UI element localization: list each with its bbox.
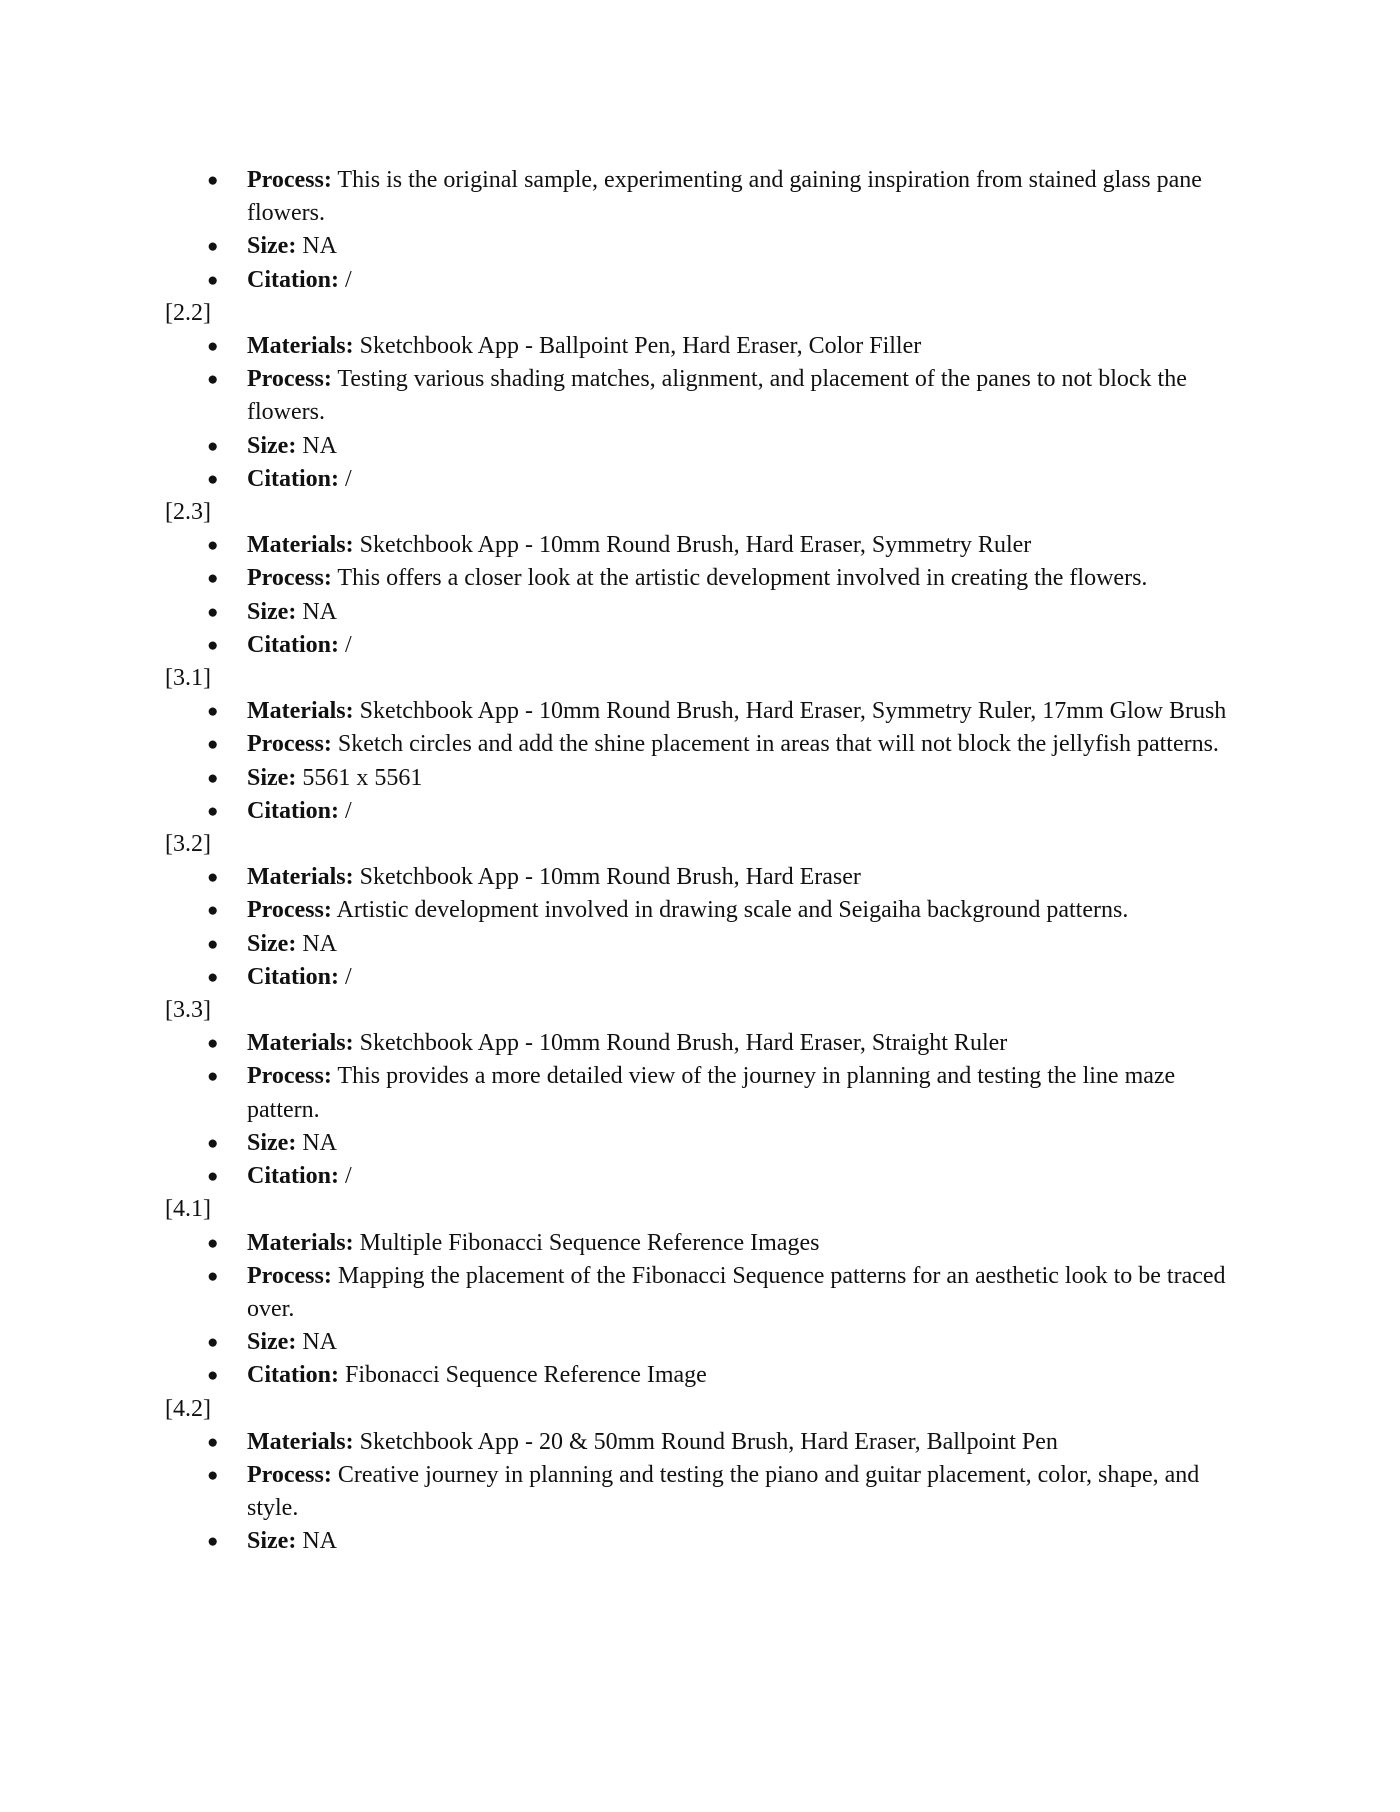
section-label: [3.1] bbox=[165, 665, 211, 692]
item-key: Citation: bbox=[247, 1163, 339, 1190]
item-key: Size: bbox=[247, 432, 297, 459]
section-label: [4.2] bbox=[165, 1395, 211, 1422]
item-value: / bbox=[339, 963, 352, 990]
item-key: Materials: bbox=[247, 532, 354, 559]
item-key: Materials: bbox=[247, 1229, 354, 1256]
item-value: Multiple Fibonacci Sequence Reference Images bbox=[353, 1229, 820, 1256]
bullet-icon: ● bbox=[207, 170, 219, 191]
item-value: NA bbox=[296, 1528, 337, 1555]
item-value: NA bbox=[296, 432, 337, 459]
list-item bbox=[207, 695, 1245, 728]
section-label: [3.3] bbox=[165, 997, 211, 1024]
bullet-icon: ● bbox=[207, 701, 219, 723]
item-list bbox=[165, 1426, 1245, 1559]
item-key: Process: bbox=[247, 167, 332, 193]
item-list bbox=[165, 529, 1245, 662]
item-value: Sketchbook App - 10mm Round Brush, Hard Eraser bbox=[353, 864, 861, 891]
list-item bbox=[207, 1027, 1245, 1060]
list-item bbox=[207, 596, 1245, 629]
list-item bbox=[207, 961, 1245, 994]
bullet-icon: ● bbox=[207, 369, 219, 391]
item-key: Citation: bbox=[247, 1362, 339, 1389]
item-value: / bbox=[339, 1163, 352, 1190]
list-item bbox=[207, 430, 1245, 463]
item-value: Creative journey in planning and testing the piano and guitar placement, color, shape, and style. bbox=[247, 1461, 1200, 1522]
item-list bbox=[165, 330, 1245, 496]
list-item bbox=[207, 728, 1245, 761]
item-key: Process: bbox=[247, 565, 332, 592]
item-value: This provides a more detailed view of the journey in planning and testing the line maze pattern. bbox=[247, 1063, 1176, 1123]
bullet-icon: ● bbox=[207, 1166, 219, 1188]
bullet-icon: ● bbox=[207, 1531, 219, 1553]
bullet-icon: ● bbox=[207, 966, 219, 988]
item-key: Materials: bbox=[247, 1030, 354, 1057]
item-key: Citation: bbox=[247, 266, 339, 293]
bullet-icon: ● bbox=[207, 269, 219, 291]
item-key: Materials: bbox=[247, 1428, 354, 1455]
item-value: / bbox=[339, 631, 352, 658]
list-item bbox=[207, 1127, 1245, 1160]
bullet-icon: ● bbox=[207, 734, 219, 756]
bullet-icon: ● bbox=[207, 601, 219, 623]
list-item bbox=[207, 762, 1245, 795]
section-label: [4.1] bbox=[165, 1196, 211, 1223]
list-item bbox=[207, 164, 1245, 230]
list-item bbox=[207, 1459, 1245, 1525]
bullet-icon: ● bbox=[207, 568, 219, 590]
item-key: Size: bbox=[247, 1129, 297, 1156]
item-key: Process: bbox=[247, 1461, 332, 1488]
bullet-icon: ● bbox=[207, 867, 219, 889]
item-key: Materials: bbox=[247, 698, 354, 725]
item-value: NA bbox=[296, 930, 337, 957]
item-list bbox=[165, 164, 1245, 297]
item-key: Process: bbox=[247, 1063, 332, 1090]
section-label: [3.2] bbox=[165, 831, 211, 858]
list-item bbox=[207, 928, 1245, 961]
list-item bbox=[207, 463, 1245, 496]
bullet-icon: ● bbox=[207, 468, 219, 490]
item-value: 5561 x 5561 bbox=[296, 764, 423, 791]
item-key: Size: bbox=[247, 930, 297, 957]
item-value: / bbox=[339, 797, 352, 824]
item-value: Sketchbook App - 10mm Round Brush, Hard Eraser, Symmetry Ruler, 17mm Glow Brush bbox=[353, 698, 1227, 725]
bullet-icon: ● bbox=[207, 1431, 219, 1453]
item-key: Citation: bbox=[247, 963, 339, 990]
list-item bbox=[207, 629, 1245, 662]
item-value: Mapping the placement of the Fibonacci Sequence patterns for an aesthetic look to be traced over. bbox=[247, 1262, 1226, 1322]
item-value: This offers a closer look at the artistic development involved in creating the flowers. bbox=[331, 565, 1148, 592]
item-value: Testing various shading matches, alignment, and placement of the panes to not block the flowers. bbox=[247, 366, 1187, 426]
list-item bbox=[207, 1260, 1245, 1326]
item-key: Process: bbox=[247, 731, 332, 758]
bullet-icon: ● bbox=[207, 767, 219, 789]
item-key: Process: bbox=[247, 897, 332, 924]
item-value: Sketch circles and add the shine placement in areas that will not block the jellyfish patterns. bbox=[331, 731, 1219, 758]
item-value: Sketchbook App - 10mm Round Brush, Hard Eraser, Symmetry Ruler bbox=[353, 532, 1032, 559]
item-value: / bbox=[339, 266, 352, 293]
document-body bbox=[165, 164, 1245, 1559]
list-item bbox=[207, 1227, 1245, 1260]
bullet-icon: ● bbox=[207, 535, 219, 557]
bullet-icon: ● bbox=[207, 900, 219, 922]
bullet-icon: ● bbox=[207, 1132, 219, 1154]
item-key: Citation: bbox=[247, 631, 339, 658]
item-value: Artistic development involved in drawing scale and Seigaiha background patterns. bbox=[331, 897, 1129, 924]
item-key: Size: bbox=[247, 1528, 297, 1555]
item-key: Materials: bbox=[247, 864, 354, 891]
bullet-icon: ● bbox=[207, 236, 219, 258]
item-key: Citation: bbox=[247, 797, 339, 824]
item-value: NA bbox=[296, 1329, 337, 1356]
list-item bbox=[207, 562, 1245, 595]
item-list bbox=[165, 1027, 1245, 1193]
list-item bbox=[207, 1060, 1245, 1126]
item-value: Sketchbook App - Ballpoint Pen, Hard Eraser, Color Filler bbox=[353, 333, 922, 360]
bullet-icon: ● bbox=[207, 1232, 219, 1254]
item-value: NA bbox=[296, 598, 337, 625]
bullet-icon: ● bbox=[207, 1365, 219, 1387]
list-item bbox=[207, 529, 1245, 562]
bullet-icon: ● bbox=[207, 435, 219, 457]
bullet-icon: ● bbox=[207, 336, 219, 358]
list-item bbox=[207, 1525, 1245, 1558]
list-item bbox=[207, 330, 1245, 363]
bullet-icon: ● bbox=[207, 634, 219, 656]
list-item bbox=[207, 230, 1245, 263]
bullet-icon: ● bbox=[207, 1265, 219, 1287]
bullet-icon: ● bbox=[207, 1033, 219, 1055]
list-item bbox=[207, 1326, 1245, 1359]
bullet-icon: ● bbox=[207, 1464, 219, 1486]
item-value: Sketchbook App - 20 & 50mm Round Brush, Hard Eraser, Ballpoint Pen bbox=[353, 1428, 1058, 1455]
bullet-icon: ● bbox=[207, 1332, 219, 1354]
list-item bbox=[207, 795, 1245, 828]
sections-container bbox=[165, 297, 1245, 1559]
item-value: / bbox=[339, 465, 352, 492]
item-key: Size: bbox=[247, 598, 297, 625]
list-item bbox=[207, 861, 1245, 894]
item-key: Size: bbox=[247, 1329, 297, 1356]
item-value: This is the original sample, experimenting and gaining inspiration from stained glass pane flowers. bbox=[247, 167, 1202, 227]
item-value: Fibonacci Sequence Reference Image bbox=[339, 1362, 707, 1389]
item-value: NA bbox=[296, 1129, 337, 1156]
bullet-icon: ● bbox=[207, 1066, 219, 1088]
bullet-icon: ● bbox=[207, 933, 219, 955]
item-key: Process: bbox=[247, 366, 332, 393]
item-value: NA bbox=[296, 233, 337, 260]
item-value: Sketchbook App - 10mm Round Brush, Hard Eraser, Straight Ruler bbox=[353, 1030, 1008, 1057]
item-key: Size: bbox=[247, 233, 297, 260]
item-list bbox=[165, 695, 1245, 828]
section-label: [2.2] bbox=[165, 299, 211, 326]
list-item bbox=[207, 264, 1245, 297]
bullet-icon: ● bbox=[207, 800, 219, 822]
item-key: Materials: bbox=[247, 333, 354, 360]
item-key: Size: bbox=[247, 764, 297, 791]
list-item bbox=[207, 1426, 1245, 1459]
item-list bbox=[165, 1227, 1245, 1393]
list-item bbox=[207, 1160, 1245, 1193]
list-item bbox=[207, 894, 1245, 927]
item-key: Process: bbox=[247, 1262, 332, 1289]
list-item bbox=[207, 1359, 1245, 1392]
item-list bbox=[165, 861, 1245, 994]
section-label: [2.3] bbox=[165, 499, 211, 526]
item-key: Citation: bbox=[247, 465, 339, 492]
list-item bbox=[207, 363, 1245, 429]
